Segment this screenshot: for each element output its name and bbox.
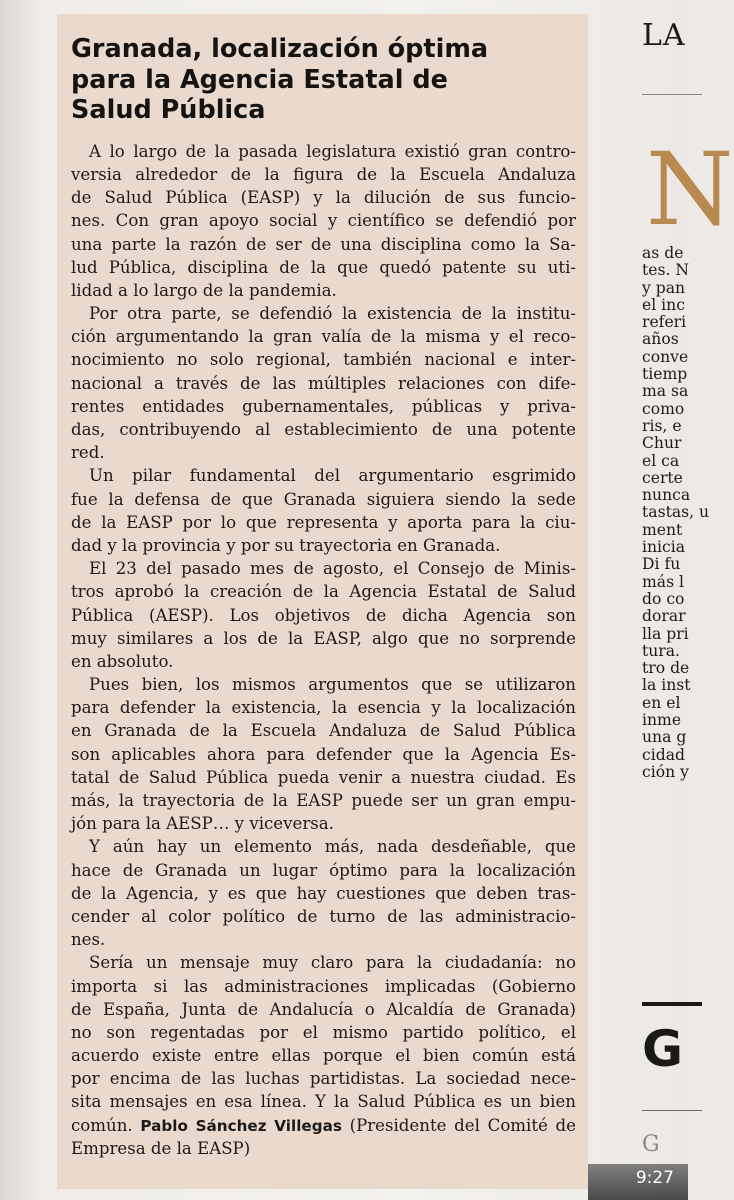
article-line: de España, Junta de Andalucía o Alcaldía de Granada) [71, 999, 576, 1019]
neighbor-line: ris, e [642, 416, 682, 435]
neighbor-line: tiemp [642, 365, 688, 384]
article-line: El 23 del pasado mes de agosto, el Consejo de Minis- [89, 559, 576, 579]
article-line: muy similares a los de la EASP, algo que no sorprende [71, 628, 576, 648]
neighbor-line: como [642, 399, 685, 418]
neighbor-bottom-small: G [642, 1132, 660, 1157]
headline-line-1: Granada, localización óptima [71, 34, 489, 64]
neighbor-line: ment [642, 520, 683, 539]
article-line: nacional a través de las múltiples relaciones con dife- [71, 373, 576, 393]
article-line: lidad a lo largo de la pandemia. [71, 280, 337, 300]
author-role-line: Empresa de la EASP) [71, 1138, 251, 1158]
neighbor-line: el inc [642, 295, 685, 314]
article-line: en absoluto. [71, 651, 174, 671]
article-line: versia alrededor de la figura de la Escuela Andaluza [71, 164, 576, 184]
article-line: rentes entidades gubernamentales, públicas y priva- [71, 396, 576, 416]
article-line: de Salud Pública (EASP) y la dilución de sus funcio- [71, 188, 576, 208]
article-line: fue la defensa de que Granada siguiera siendo la sede [71, 489, 576, 509]
article-line: son aplicables ahora para defender que la Agencia Es- [71, 744, 576, 764]
article-line: nocimiento no solo regional, también nacional e inter- [71, 350, 576, 370]
headline-line-2: para la Agencia Estatal de [71, 64, 448, 95]
signature-prefix: común. [71, 1115, 141, 1135]
status-clock: 9:27 [635, 1168, 674, 1188]
article-line: A lo largo de la pasada legislatura existió gran contro- [89, 141, 576, 161]
article-line: das, contribuyendo al establecimiento de una potente [71, 420, 576, 440]
neighbor-line: inicia [642, 538, 686, 557]
article-line: Pública (AESP). Los objetivos de dicha Agencia son [71, 605, 576, 625]
article-line: de la EASP por lo que representa y aporta para la ciu- [71, 512, 576, 532]
letter-to-editor-box [57, 14, 588, 1189]
article-line: para defender la existencia, la esencia y la localización [71, 698, 576, 718]
neighbor-header: LA [642, 18, 686, 53]
neighbor-line: tura. [642, 641, 681, 660]
neighbor-line: nunca [642, 486, 691, 505]
article-line: en Granada de la Escuela Andaluza de Salud Pública [71, 721, 576, 741]
author-role-start: (Presidente del Comité de [341, 1115, 577, 1135]
neighbor-line: conve [642, 347, 689, 366]
neighbor-line: inme [642, 711, 682, 730]
neighbor-dropcap: N [646, 131, 734, 248]
neighbor-line: el ca [642, 451, 680, 470]
neighbor-line: cidad [642, 745, 685, 764]
article-line: Y aún hay un elemento más, nada desdeñable, que [89, 837, 576, 857]
neighbor-line: y pan [642, 278, 686, 297]
article-line: Por otra parte, se defendió la existencia de la institu- [89, 304, 576, 324]
article-line: más, la trayectoria de la EASP puede ser un gran empu- [71, 791, 576, 811]
neighbor-line: años [642, 330, 679, 349]
signature-line [71, 1114, 576, 1137]
neighbor-thick-rule [642, 1002, 702, 1006]
article-line: dad y la provincia y por su trayectoria en Granada. [71, 535, 501, 555]
article-line: red. [71, 443, 105, 463]
article-line: nes. [71, 930, 106, 950]
author-name: Pablo Sánchez Villegas [140, 1116, 342, 1135]
neighbor-line: referi [642, 313, 687, 332]
article-line: cender al color político de turno de las administracio- [71, 906, 576, 926]
article-line: sita mensajes en esa línea. Y la Salud Pública es un bien [71, 1092, 576, 1112]
article-line: acuerdo existe entre ellas porque el bien común está [71, 1046, 576, 1066]
neighbor-line: tes. N [642, 261, 690, 280]
article-line: tros aprobó la creación de la Agencia Estatal de Salud [71, 582, 576, 602]
neighbor-thin-rule [642, 1110, 702, 1111]
neighbor-line: lla pri [642, 624, 689, 643]
neighbor-line: más l [642, 572, 685, 591]
neighbor-text [642, 245, 709, 781]
neighbor-line: tastas, u [642, 503, 710, 522]
headline-line-3: Salud Pública [71, 95, 266, 126]
neighbor-bottom-heading: G [642, 1020, 684, 1078]
neighbor-line: Chur [642, 434, 682, 453]
neighbor-divider [642, 94, 702, 95]
neighbor-line: as de [642, 244, 684, 262]
article-line: de la Agencia, y es que hay cuestiones que deben tras- [71, 883, 576, 903]
neighbor-line: dorar [642, 607, 686, 626]
neighbor-line: ción y [642, 762, 689, 781]
neighbor-line: Di fu [642, 555, 681, 574]
article-body [71, 140, 576, 1114]
article-line: por encima de las luchas partidistas. La sociedad nece- [71, 1069, 576, 1089]
neighbor-line: la inst [642, 676, 691, 695]
neighbor-line: en el [642, 693, 681, 712]
neighbor-line: una g [642, 728, 687, 747]
article-line: jón para la AESP… y viceversa. [71, 814, 334, 834]
article-line: importa si las administraciones implicadas (Gobierno [71, 976, 576, 996]
neighbor-line: certe [642, 468, 683, 487]
article-line: tatal de Salud Pública pueda venir a nuestra ciudad. Es [71, 767, 576, 787]
neighbor-line: tro de [642, 659, 690, 678]
neighbor-line: do co [642, 589, 685, 608]
neighbor-column [612, 0, 734, 1200]
article-line: lud Pública, disciplina de la que quedó patente su uti- [71, 257, 576, 277]
article-line: ción argumentando la gran valía de la misma y el reco- [71, 327, 576, 347]
neighbor-line: ma sa [642, 382, 689, 401]
article-line: hace de Granada un lugar óptimo para la localización [71, 860, 576, 880]
article-line: nes. Con gran apoyo social y científico se defendió por [71, 211, 576, 231]
article-line: Sería un mensaje muy claro para la ciudadanía: no [89, 953, 576, 973]
article-headline [71, 34, 576, 126]
article-line: una parte la razón de ser de una disciplina como la Sa- [71, 234, 576, 254]
article-line: Pues bien, los mismos argumentos que se utilizaron [89, 675, 576, 695]
article-line: no son regentadas por el mismo partido político, el [71, 1022, 576, 1042]
article-line: Un pilar fundamental del argumentario esgrimido [89, 466, 576, 486]
